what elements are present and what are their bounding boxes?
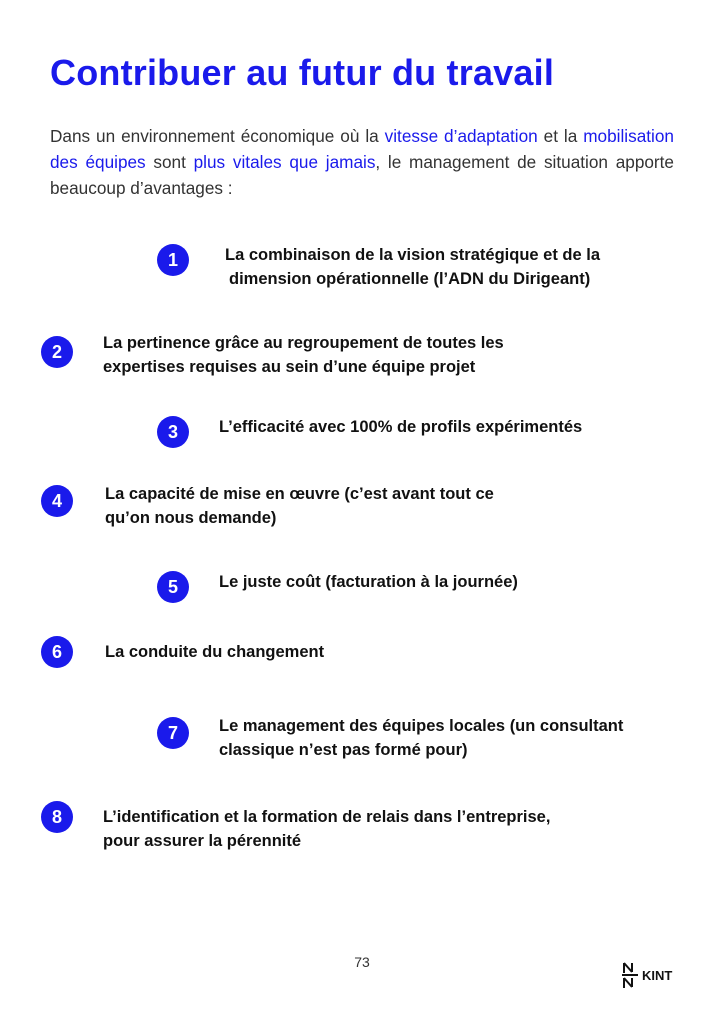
list-item-text — [219, 714, 623, 762]
brand-name: KINT — [642, 968, 673, 983]
list-item-line: qu’on nous demande) — [105, 509, 277, 527]
list-item-text — [103, 331, 504, 379]
intro-text: et la — [537, 126, 584, 146]
number-badge: 7 — [157, 717, 189, 749]
list-item-text — [105, 482, 494, 530]
number-badge: 6 — [41, 636, 73, 668]
intro-highlight: mobilisation des équipes — [50, 126, 674, 172]
list-item-line: La capacité de mise en œuvre (c’est avant tout ce — [105, 485, 494, 503]
intro-text: , le management de situation apporte beaucoup d’avantages : — [50, 152, 674, 198]
list-item-line: dimension opérationnelle (l’ADN du Dirigeant) — [229, 270, 591, 288]
number-badge: 1 — [157, 244, 189, 276]
list-item-line: expertises requises au sein d’une équipe projet — [103, 358, 476, 376]
list-item-line: La pertinence grâce au regroupement de toutes les — [103, 334, 504, 352]
list-item-line: classique n’est pas formé pour) — [219, 741, 468, 759]
list-item-text — [103, 805, 550, 853]
list-item-text — [225, 243, 600, 291]
list-item-line: Le management des équipes locales (un consultant — [219, 717, 624, 735]
list-item-line: La conduite du changement — [105, 643, 325, 661]
intro-paragraph — [50, 123, 674, 201]
intro-text: sont — [145, 152, 194, 172]
number-badge: 4 — [41, 485, 73, 517]
list-item-line: La combinaison de la vision stratégique et de la — [225, 246, 601, 264]
number-badge: 2 — [41, 336, 73, 368]
list-item-text — [219, 570, 518, 594]
page-title: Contribuer au futur du travail — [50, 52, 555, 93]
intro-highlight: plus vitales que jamais — [193, 152, 376, 172]
page-number: 73 — [354, 954, 370, 970]
list-item-line: L’efficacité avec 100% de profils expérimentés — [219, 418, 583, 436]
list-item-line: L’identification et la formation de relais dans l’entreprise, — [103, 808, 551, 826]
list-item-line: Le juste coût (facturation à la journée) — [219, 573, 518, 591]
list-item-text — [219, 415, 582, 439]
list-item-line: pour assurer la pérennité — [103, 832, 302, 850]
kint-logo-icon — [622, 960, 638, 990]
brand-logo — [622, 960, 682, 992]
number-badge: 3 — [157, 416, 189, 448]
number-badge: 5 — [157, 571, 189, 603]
intro-highlight: vitesse d’adaptation — [384, 126, 538, 146]
intro-text: Dans un environnement économique où la — [50, 126, 385, 146]
number-badge: 8 — [41, 801, 73, 833]
list-item-text — [105, 640, 324, 664]
